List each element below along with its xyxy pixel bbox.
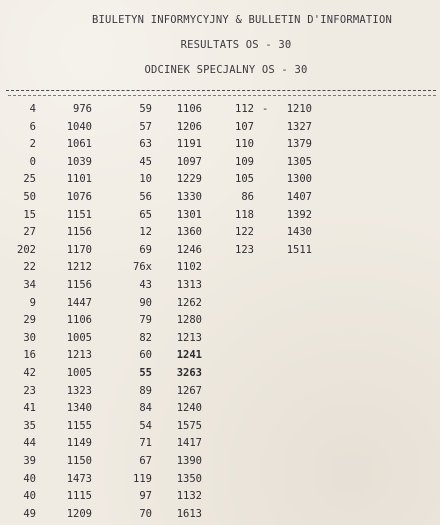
car-number: 89 — [139, 384, 152, 397]
stage-time: 1262 — [176, 296, 202, 309]
car-number: 119 — [133, 472, 152, 485]
car-number: 105 — [235, 173, 254, 186]
stage-time: 1241 — [176, 349, 202, 362]
car-number: 12 — [139, 226, 152, 239]
car-number: 202 — [17, 243, 36, 256]
stage-time: 1155 — [66, 419, 92, 432]
stage-time: 1213 — [66, 349, 92, 362]
stage-time: 1212 — [66, 261, 92, 274]
stage-time: 1305 — [286, 155, 312, 168]
stage-time: 3263 — [176, 367, 202, 379]
table-row — [0, 364, 440, 382]
car-number: 90 — [139, 296, 152, 309]
stage-time: 1132 — [176, 490, 202, 503]
stage-time: 1150 — [66, 455, 92, 467]
car-number: 25 — [23, 173, 36, 186]
stage-time: 1191 — [176, 138, 202, 151]
stage-time: 1206 — [176, 120, 202, 133]
car-number: 44 — [23, 437, 36, 450]
table-row — [0, 434, 440, 452]
table-row — [0, 206, 440, 224]
stage-time: 1473 — [66, 472, 92, 485]
stage-time: 1005 — [66, 367, 92, 379]
stage-time: 1151 — [66, 208, 92, 221]
stage-time: 1240 — [176, 402, 202, 415]
results-title: RESULTATS OS - 30 — [180, 39, 292, 51]
table-row — [0, 505, 440, 523]
table-row — [0, 223, 440, 241]
table-row — [0, 329, 440, 347]
table-row — [0, 346, 440, 364]
stage-time: 1040 — [66, 120, 92, 133]
table-row — [0, 258, 440, 276]
stage-time: 1313 — [176, 279, 202, 291]
car-number: 71 — [139, 437, 152, 450]
stage-time: 1323 — [66, 384, 92, 397]
car-number: 118 — [235, 208, 254, 221]
stage-time: 1101 — [66, 173, 92, 186]
car-number: 70 — [139, 507, 152, 520]
stage-time: 1350 — [176, 472, 202, 485]
car-number: 10 — [139, 173, 152, 186]
table-row — [0, 470, 440, 488]
table-row — [0, 276, 440, 294]
car-number: 60 — [139, 349, 152, 362]
stage-time: 1267 — [176, 384, 202, 397]
car-number: 57 — [139, 120, 152, 133]
stage-time: 1076 — [66, 191, 92, 203]
table-row — [0, 417, 440, 435]
stage-time: 1005 — [66, 331, 92, 344]
table-row — [0, 452, 440, 470]
stage-time: 1340 — [66, 402, 92, 415]
stage-time: 1280 — [176, 314, 202, 327]
car-number: 54 — [139, 419, 152, 432]
car-number: 27 — [23, 226, 36, 239]
car-number: 110 — [235, 138, 254, 151]
stage-time: 1229 — [176, 173, 202, 186]
car-number: 42 — [23, 367, 36, 379]
car-number: 29 — [23, 314, 36, 327]
table-row — [0, 170, 440, 188]
stage-time: 1379 — [286, 138, 312, 151]
car-number: 112 — [235, 103, 254, 115]
stage-time: 1392 — [286, 208, 312, 221]
car-number: 4 — [29, 103, 36, 115]
car-number: 69 — [139, 243, 152, 256]
stage-time: 1209 — [66, 507, 92, 520]
car-number: 84 — [139, 402, 152, 415]
car-number: 122 — [235, 226, 254, 239]
stage-time: 1430 — [286, 226, 312, 239]
stage-time: 1149 — [66, 437, 92, 450]
table-row — [0, 399, 440, 417]
car-number: 35 — [23, 419, 36, 432]
car-number: 16 — [23, 349, 36, 362]
car-number: 49 — [23, 507, 36, 520]
table-row — [0, 153, 440, 171]
stage-time: 1417 — [176, 437, 202, 450]
table-row — [0, 118, 440, 136]
car-number: 22 — [23, 261, 36, 274]
stage-time: 1330 — [176, 191, 202, 203]
car-number: 107 — [235, 120, 254, 133]
stage-time: 1061 — [66, 138, 92, 151]
car-number: 86 — [241, 191, 254, 203]
car-number: 39 — [23, 455, 36, 467]
car-number: 40 — [23, 490, 36, 503]
divider-rule — [6, 90, 436, 91]
bulletin-title: BIULETYN INFORMYCYJNY & BULLETIN D'INFORMATION — [92, 14, 392, 26]
stage-time: 1102 — [176, 261, 202, 274]
car-number: 2 — [29, 138, 36, 151]
car-number: 41 — [23, 402, 36, 415]
car-number: 55 — [139, 367, 152, 379]
table-row — [0, 100, 440, 118]
car-number: 63 — [139, 138, 152, 151]
car-number: 9 — [29, 296, 36, 309]
stage-time: 1300 — [286, 173, 312, 186]
stage-time: 1360 — [176, 226, 202, 239]
stage-time: 1613 — [176, 507, 202, 520]
stage-time: 1575 — [176, 419, 202, 432]
stage-time: 1390 — [176, 455, 202, 467]
car-number: 6 — [29, 120, 36, 133]
car-number: 45 — [139, 155, 152, 168]
car-number: 40 — [23, 472, 36, 485]
stage-time: 1511 — [286, 243, 312, 256]
stage-time: 1106 — [176, 103, 202, 115]
table-row — [0, 311, 440, 329]
stage-time: 1327 — [286, 120, 312, 133]
stage-time: 1213 — [176, 331, 202, 344]
stage-time: 1156 — [66, 279, 92, 291]
car-number: 50 — [23, 191, 36, 203]
divider-rule-secondary — [8, 95, 436, 96]
stage-time: 1039 — [66, 155, 92, 168]
stage-time: 1106 — [66, 314, 92, 327]
car-number: 82 — [139, 331, 152, 344]
table-row — [0, 188, 440, 206]
table-row — [0, 294, 440, 312]
stage-time: 1115 — [66, 490, 92, 503]
stage-time: 976 — [73, 103, 92, 115]
car-number: 0 — [29, 155, 36, 168]
car-number: 67 — [139, 455, 152, 467]
car-number: 34 — [23, 279, 36, 291]
stage-time: 1210 — [286, 103, 312, 115]
car-number: 56 — [139, 191, 152, 203]
car-number: 76x — [133, 261, 152, 274]
car-number: 79 — [139, 314, 152, 327]
table-row — [0, 135, 440, 153]
car-number: 109 — [235, 155, 254, 168]
car-number: 97 — [139, 490, 152, 503]
special-stage-title: ODCINEK SPECJALNY OS - 30 — [144, 64, 308, 76]
stage-time: 1097 — [176, 155, 202, 168]
car-number: 65 — [139, 208, 152, 221]
car-number: 23 — [23, 384, 36, 397]
car-number: 123 — [235, 243, 254, 256]
stage-time: 1407 — [286, 191, 312, 203]
stage-time: 1170 — [66, 243, 92, 256]
car-number: 43 — [139, 279, 152, 291]
stage-time: 1156 — [66, 226, 92, 239]
car-number: 59 — [139, 103, 152, 115]
table-row — [0, 487, 440, 505]
table-row — [0, 382, 440, 400]
car-number: 15 — [23, 208, 36, 221]
stage-time: 1301 — [176, 208, 202, 221]
stage-time: 1447 — [66, 296, 92, 309]
car-number: 30 — [23, 331, 36, 344]
stage-time: 1246 — [176, 243, 202, 256]
table-row — [0, 241, 440, 259]
dash-separator: - — [262, 103, 269, 115]
